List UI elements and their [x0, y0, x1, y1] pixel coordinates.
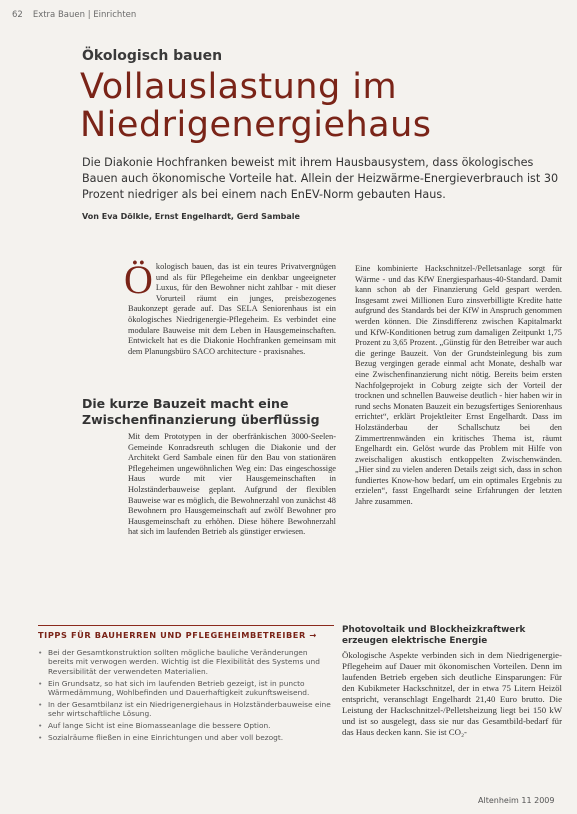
tips-divider	[38, 625, 334, 626]
body-column-1a	[124, 257, 336, 357]
list-item: • Sozialräume fließen in eine Einrichtungen und aber voll bezogt.	[38, 733, 334, 742]
article-title: Vollauslastung im Niedrigenergiehaus	[80, 67, 432, 145]
running-header	[12, 10, 136, 20]
body-column-2a: Eine kombinierte Hackschnitzel-/Pelletsanlage sorgt für Wärme - und das KfW Energiesparhaus-40-Standard. Damit kann schon ab der Finanzierung Geld gespart werden. Insgesamt zwei Millionen Euro zinsverbilligte Kredite hatte aufgrund des Standards bei der KfW in Anspruch genommen werden können. Die Zinsdifferenz zwischen Kapitalmarkt und KfW-Konditionen betrug zum damaligen Zeitpunkt 1,75 Prozent zu 3,65 Prozent. „Günstig für den Betreiber war auch die geringe Bauzeit. Von der Grundsteinlegung bis zum Bezug vergingen gerade einmal acht Monate, deshalb war eine Zwischenfinanzierung nicht nötig. Bereits beim ersten Nachfolgeprojekt in Coburg zeigte sich der Vorteil der trocknen und schnellen Bauweise deutlich - hier haben wir in rund sechs Monaten Bauzeit ein bezugsfertiges Seniorenhaus errichtet“, erklärt Projektleiter Ernst Engelhardt. Dass im Holzständerbau der Schallschutz bei den Zimmertrennwänden ein kritisches Thema ist, räumt Engelhardt ein. Gelöst wurde das Problem mit Hilfe von zweischaligen akustisch entkoppelten Zwischenwänden. „Hier sind zu vielen anderen Details zeigt sich, dass in schon fundiertes Know-how bedarf, um ein optimales Ergebnis zu erzielen“, fasst Engelhardt seine Erfahrungen der letzten Jahre zusammen.	[355, 264, 562, 507]
body-text-1a: kologisch bauen, das ist ein teures Privatvergnügen und als für Pflegeheime ein denkbar ungeeigneter Luxus, für den Bewohner nicht zahlbar - mit dieser Vorurteil räumt ein junges, preisbezogenes Baukonzept gerade auf. Das SELA Seniorenhaus ist ein ökologisches Niedrigenergie-Pflegeheim. Es verbindet eine modulare Bauweise mit dem Leben in Hausgemeinschaften. Entwickelt hat es die Diakonie Hochfranken gemeinsam mit dem Planungsbüro SACO architecture - praxisnahes.	[128, 262, 336, 356]
drop-cap: Ö	[124, 257, 153, 302]
tips-heading: TIPPS FÜR BAUHERREN UND PFLEGEHEIMBETREIBER →	[38, 630, 317, 640]
body-column-2b: Ökologische Aspekte verbinden sich in dem Niedrigenergie-Pflegeheim auf Dauer mit ökonomischen Vorteilen. Denn im laufenden Betrieb ergeben sich deutliche Einsparungen: Für den Kubikmeter Hackschnitzel, der in etwa 75 Litern Heizöl entspricht, veranschlagt Engelhardt 21,40 Euro brutto. Die Leistung der Hackschnitzel-/Pelletsheizung liegt bei 150 kW und ist so ausgelegt, dass sie nur das Gesamtbild-bedarf für das Haus decken kann. Sie ist CO₂-	[342, 650, 562, 737]
tips-list	[38, 648, 334, 745]
list-item: • Ein Grundsatz, so hat sich im laufenden Betrieb gezeigt, ist in puncto Wärmedämmung, Wohlbefinden und Dauerhaftigkeit zukunftsweisend.	[38, 679, 334, 698]
page-number: 62	[12, 10, 23, 20]
subheading: Die kurze Bauzeit macht eine Zwischenfinanzierung überflüssig	[82, 396, 320, 427]
list-item: • In der Gesamtbilanz ist ein Niedrigenergiehaus in Holzständerbauweise eine sehr wirtschaftliche Lösung.	[38, 700, 334, 719]
section-label: Extra Bauen | Einrichten	[32, 10, 137, 20]
author-line: Von Eva Dölkle, Ernst Engelhardt, Gerd Sambale	[82, 212, 300, 221]
subheading-energy: Photovoltaik und Blockheizkraftwerk erzeugen elektrische Energie	[342, 625, 526, 646]
lead-paragraph: Die Diakonie Hochfranken beweist mit ihrem Hausbausystem, dass ökologisches Bauen auch ökonomische Vorteile hat. Allein der Heizwärme-Energieverbrauch ist 30 Prozent niedriger als bei einem nach EnEV-Norm gebauten Haus.	[82, 156, 559, 201]
body-column-1b: Mit dem Prototypen in der oberfränkischen 3000-Seelen-Gemeinde Konradsreuth schlugen die Diakonie und der Architekt Gerd Sambale einen für den Bau von stationären Pflegeheimen ungewöhnlichen Weg ein: Das eingeschossige Haus wurde mit vier Hausgemeinschaften in Holzständerbauweise geplant. Aufgrund der flexiblen Bauweise war es möglich, die Bewohnerzahl von zunächst 48 Bewohnern pro Hausgemeinschaft auf zwölf Bewohner pro Hausgemeinschaft zu erhöhen. Diese höhere Bewohnerzahl hat sich im laufenden Betrieb als günstiger erwiesen.	[128, 432, 336, 537]
list-item: • Bei der Gesamtkonstruktion sollten mögliche bauliche Veränderungen bereits mit verwogen werden. Wichtig ist die Flexibilität des Systems und Reversibilität der verwendeten Materialien.	[38, 648, 334, 676]
list-item: • Auf lange Sicht ist eine Biomasseanlage die bessere Option.	[38, 721, 334, 730]
kicker: Ökologisch bauen	[82, 48, 223, 64]
page-footer: Altenheim 11 2009	[478, 796, 555, 805]
